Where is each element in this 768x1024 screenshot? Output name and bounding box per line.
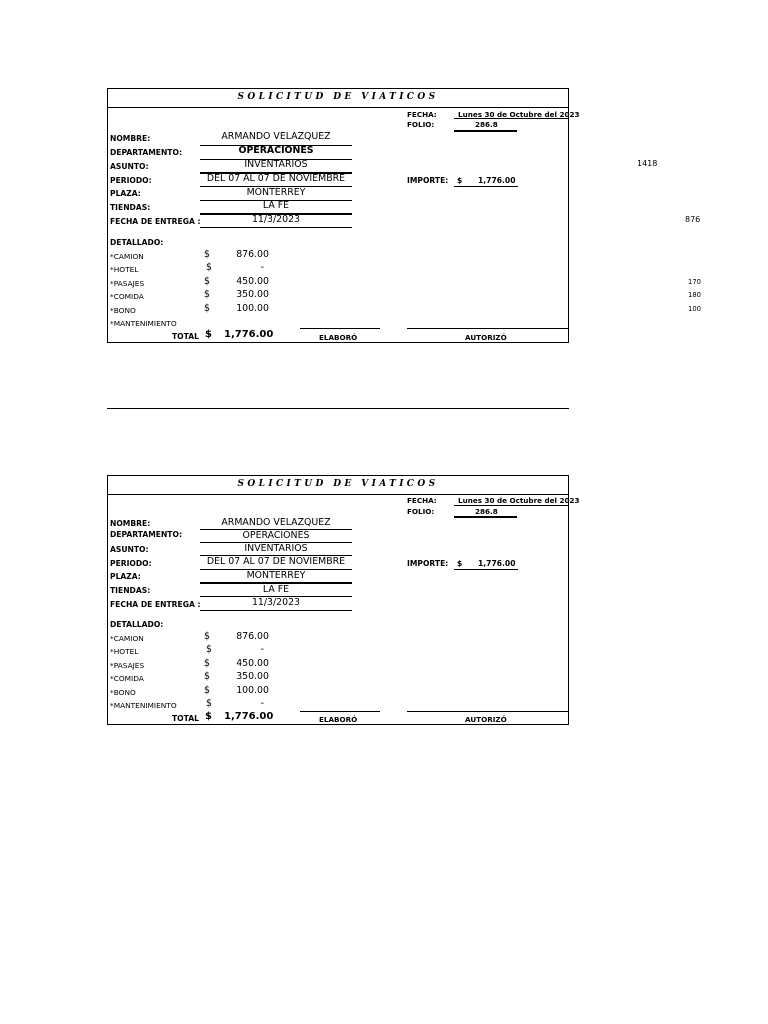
page-separator <box>107 408 569 409</box>
elaboro-label: ELABORÓ <box>319 715 358 724</box>
expense-label: *CAMION <box>110 634 144 643</box>
field-label: DEPARTAMENTO: <box>110 530 182 539</box>
expense-amount: 450.00 <box>236 276 269 287</box>
expense-label: *HOTEL <box>110 265 139 274</box>
expense-label: *COMIDA <box>110 674 144 683</box>
viaticos-form <box>107 475 580 725</box>
divider <box>200 227 352 228</box>
importe-value: 1,776.00 <box>478 559 516 568</box>
divider <box>454 130 517 132</box>
expense-label: *MANTENIMIENTO <box>110 319 177 328</box>
total-label: TOTAL <box>172 714 199 723</box>
expense-currency: $ <box>204 303 210 314</box>
field-label: PERIODO: <box>110 176 152 185</box>
detallado-label: DETALLADO: <box>110 238 164 247</box>
fecha-value: Lunes 30 de Octubre del 2023 <box>458 496 580 505</box>
divider <box>300 711 380 712</box>
field-value: MONTERREY <box>246 570 306 581</box>
folio-value: 286.8 <box>475 120 498 129</box>
field-value: MONTERREY <box>246 187 306 198</box>
side-note: 876 <box>685 215 701 224</box>
importe-label: IMPORTE: <box>407 559 449 568</box>
expense-amount: 100.00 <box>236 303 269 314</box>
divider <box>454 569 518 570</box>
divider <box>454 186 518 187</box>
folio-value: 286.8 <box>475 507 498 516</box>
expense-label: *HOTEL <box>110 647 139 656</box>
expense-label: *BONO <box>110 688 136 697</box>
fecha-value: Lunes 30 de Octubre del 2023 <box>458 110 580 119</box>
expense-label: *PASAJES <box>110 661 145 670</box>
expense-amount: - <box>260 644 264 655</box>
field-label: NOMBRE: <box>110 134 151 143</box>
expense-currency: $ <box>206 262 212 273</box>
expense-amount: 100.00 <box>236 685 269 696</box>
side-note: 180 <box>688 291 701 299</box>
autorizo-label: AUTORIZÓ <box>465 715 507 724</box>
expense-currency: $ <box>204 289 210 300</box>
divider <box>108 107 568 108</box>
expense-currency: $ <box>204 276 210 287</box>
divider <box>454 505 569 506</box>
expense-amount: 876.00 <box>236 249 269 260</box>
expense-currency: $ <box>204 631 210 642</box>
viaticos-form <box>107 88 580 343</box>
form-title: SOLICITUD DE VIATICOS <box>237 479 439 489</box>
total-currency: $ <box>205 329 212 340</box>
total-value: 1,776.00 <box>224 711 274 722</box>
field-label: ASUNTO: <box>110 545 149 554</box>
total-label: TOTAL <box>172 332 199 341</box>
detallado-label: DETALLADO: <box>110 620 164 629</box>
field-value: 11/3/2023 <box>251 597 301 608</box>
field-value: INVENTARIOS <box>244 159 308 170</box>
expense-amount: - <box>260 698 264 709</box>
divider <box>454 516 517 518</box>
fecha-label: FECHA: <box>407 110 437 119</box>
field-label: PLAZA: <box>110 572 141 581</box>
importe-value: 1,776.00 <box>478 176 516 185</box>
autorizo-label: AUTORIZÓ <box>465 333 507 342</box>
field-value: ARMANDO VELAZQUEZ <box>221 517 331 528</box>
expense-label: *BONO <box>110 306 136 315</box>
expense-amount: - <box>260 262 264 273</box>
fecha-label: FECHA: <box>407 496 437 505</box>
expense-currency: $ <box>206 644 212 655</box>
expense-amount: 450.00 <box>236 658 269 669</box>
importe-label: IMPORTE: <box>407 176 449 185</box>
total-value: 1,776.00 <box>224 329 274 340</box>
field-label: TIENDAS: <box>110 586 151 595</box>
field-label: PLAZA: <box>110 189 141 198</box>
field-value: LA FE <box>262 584 290 595</box>
expense-amount: 350.00 <box>236 671 269 682</box>
expense-currency: $ <box>204 685 210 696</box>
form-title: SOLICITUD DE VIATICOS <box>237 92 439 102</box>
total-currency: $ <box>205 711 212 722</box>
divider <box>454 118 569 119</box>
field-value: DEL 07 AL 07 DE NOVIEMBRE <box>206 556 346 567</box>
field-label: FECHA DE ENTREGA : <box>110 600 201 609</box>
elaboro-label: ELABORÓ <box>319 333 358 342</box>
field-value: OPERACIONES <box>242 530 310 541</box>
expense-label: *COMIDA <box>110 292 144 301</box>
side-note: 170 <box>688 278 701 286</box>
field-label: TIENDAS: <box>110 203 151 212</box>
expense-amount: 876.00 <box>236 631 269 642</box>
field-label: PERIODO: <box>110 559 152 568</box>
importe-currency: $ <box>457 559 463 568</box>
side-note: 1418 <box>637 159 658 168</box>
field-value: ARMANDO VELAZQUEZ <box>221 131 331 142</box>
divider <box>200 610 352 611</box>
expense-currency: $ <box>204 671 210 682</box>
field-value: 11/3/2023 <box>251 214 301 225</box>
expense-amount: 350.00 <box>236 289 269 300</box>
importe-currency: $ <box>457 176 463 185</box>
folio-label: FOLIO: <box>407 120 435 129</box>
folio-label: FOLIO: <box>407 507 435 516</box>
expense-label: *PASAJES <box>110 279 145 288</box>
field-label: FECHA DE ENTREGA : <box>110 217 201 226</box>
expense-currency: $ <box>206 698 212 709</box>
expense-label: *MANTENIMIENTO <box>110 701 177 710</box>
field-label: NOMBRE: <box>110 519 151 528</box>
field-label: ASUNTO: <box>110 162 149 171</box>
divider <box>407 328 569 329</box>
divider <box>108 494 568 495</box>
field-value: INVENTARIOS <box>244 543 308 554</box>
field-label: DEPARTAMENTO: <box>110 148 182 157</box>
field-value: LA FE <box>262 200 290 211</box>
expense-label: *CAMION <box>110 252 144 261</box>
expense-currency: $ <box>204 249 210 260</box>
divider <box>407 711 569 712</box>
field-value: OPERACIONES <box>238 145 314 156</box>
side-note: 100 <box>688 305 701 313</box>
expense-currency: $ <box>204 658 210 669</box>
divider <box>300 328 380 329</box>
field-value: DEL 07 AL 07 DE NOVIEMBRE <box>206 173 346 184</box>
